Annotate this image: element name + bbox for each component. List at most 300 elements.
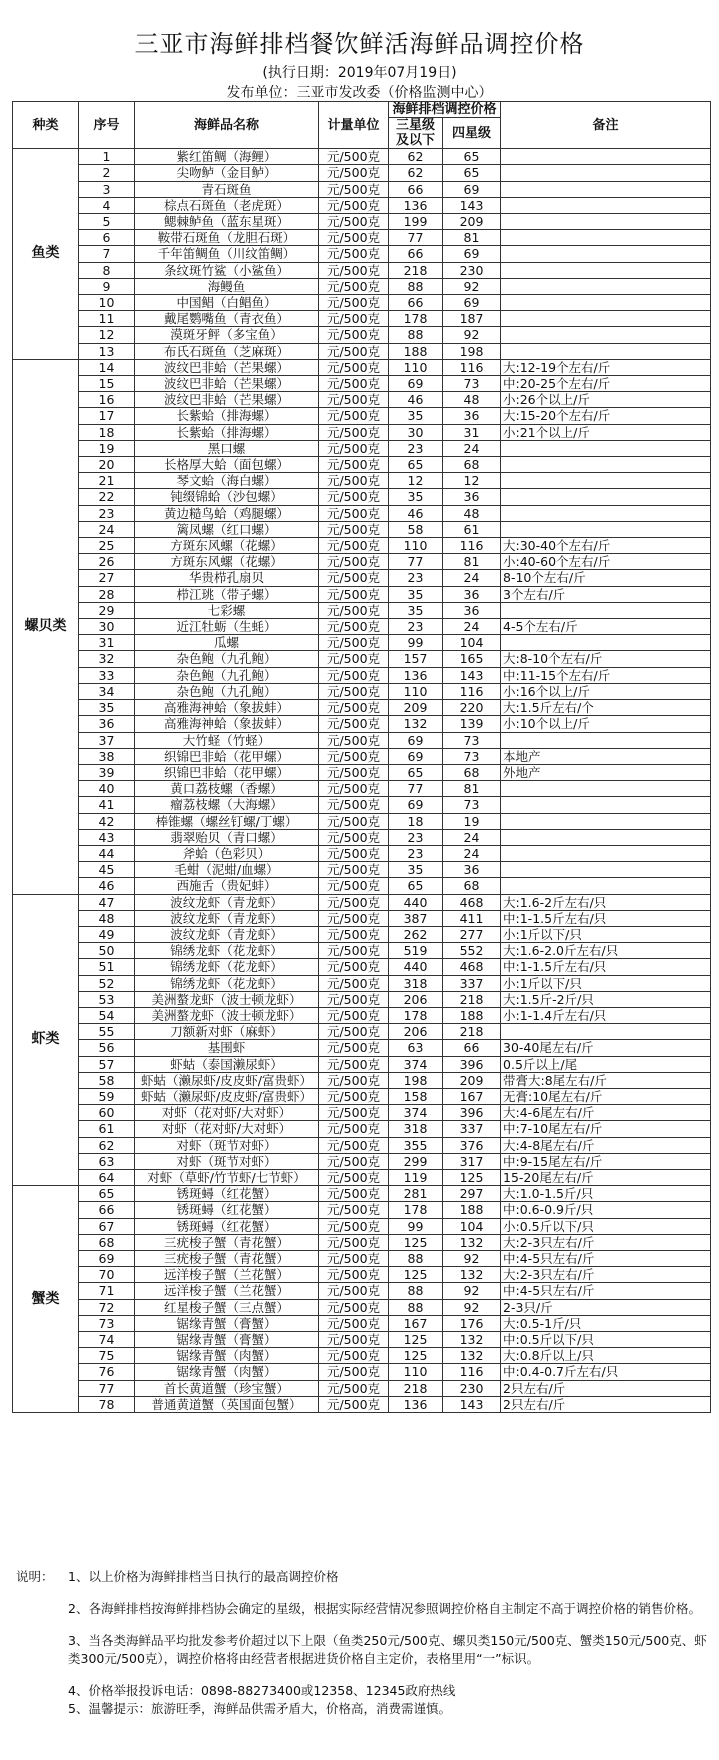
cell-remark: 小:0.5斤以下/只	[501, 1218, 711, 1234]
cell-name: 紫红笛鲷（海鲤）	[135, 149, 319, 165]
table-row	[13, 1267, 711, 1283]
cell-name: 波纹巴非蛤（芒果螺）	[135, 392, 319, 408]
cell-name: 对虾（斑节对虾）	[135, 1153, 319, 1169]
cell-no: 15	[79, 376, 135, 392]
notes	[12, 1568, 710, 1718]
cell-name: 琴文蛤（海白螺）	[135, 473, 319, 489]
cell-unit: 元/500克	[319, 1267, 389, 1283]
table-row	[13, 538, 711, 554]
cell-four_star: 81	[443, 230, 501, 246]
table-row	[13, 489, 711, 505]
cell-no: 10	[79, 295, 135, 311]
cell-no: 37	[79, 732, 135, 748]
col-four-star: 四星级	[443, 118, 501, 149]
cell-unit: 元/500克	[319, 538, 389, 554]
cell-remark	[501, 505, 711, 521]
cell-unit: 元/500克	[319, 910, 389, 926]
cell-remark	[501, 230, 711, 246]
table-row	[13, 359, 711, 375]
table-row	[13, 1283, 711, 1299]
category-cell: 虾类	[13, 894, 79, 1186]
cell-remark: 大:8-10个左右/斤	[501, 651, 711, 667]
table-row	[13, 473, 711, 489]
price-table-body	[13, 149, 711, 1413]
cell-no: 30	[79, 619, 135, 635]
cell-no: 71	[79, 1283, 135, 1299]
cell-unit: 元/500克	[319, 1072, 389, 1088]
cell-four_star: 230	[443, 1380, 501, 1396]
cell-three_star: 35	[389, 586, 443, 602]
cell-unit: 元/500克	[319, 1202, 389, 1218]
cell-name: 虾蛄（泰国濑尿虾）	[135, 1056, 319, 1072]
cell-remark: 0.5斤以上/尾	[501, 1056, 711, 1072]
cell-no: 3	[79, 181, 135, 197]
cell-remark	[501, 878, 711, 894]
cell-four_star: 132	[443, 1348, 501, 1364]
cell-no: 33	[79, 667, 135, 683]
cell-unit: 元/500克	[319, 1348, 389, 1364]
cell-unit: 元/500克	[319, 781, 389, 797]
cell-no: 70	[79, 1267, 135, 1283]
cell-no: 61	[79, 1121, 135, 1137]
cell-name: 远洋梭子蟹（兰花蟹）	[135, 1283, 319, 1299]
col-price-group: 海鲜排档调控价格	[389, 102, 501, 118]
table-row	[13, 1396, 711, 1412]
table-row	[13, 748, 711, 764]
cell-no: 48	[79, 910, 135, 926]
cell-four_star: 143	[443, 1396, 501, 1412]
cell-four_star: 65	[443, 149, 501, 165]
cell-four_star: 68	[443, 764, 501, 780]
cell-remark: 中:7-10尾左右/斤	[501, 1121, 711, 1137]
cell-remark: 中:1-1.5斤左右/只	[501, 910, 711, 926]
cell-remark: 小:1斤以下/只	[501, 975, 711, 991]
cell-no: 35	[79, 700, 135, 716]
cell-name: 波纹龙虾（青龙虾）	[135, 926, 319, 942]
cell-no: 44	[79, 845, 135, 861]
table-row	[13, 1024, 711, 1040]
cell-four_star: 81	[443, 781, 501, 797]
cell-name: 织锦巴非蛤（花甲螺）	[135, 764, 319, 780]
cell-three_star: 119	[389, 1169, 443, 1185]
cell-name: 美洲螯龙虾（波士顿龙虾）	[135, 1007, 319, 1023]
cell-four_star: 92	[443, 278, 501, 294]
cell-four_star: 24	[443, 440, 501, 456]
cell-three_star: 65	[389, 764, 443, 780]
cell-name: 瘤荔枝螺（大海螺）	[135, 797, 319, 813]
cell-unit: 元/500克	[319, 570, 389, 586]
cell-three_star: 136	[389, 1396, 443, 1412]
cell-name: 钝缀锦蛤（沙包螺）	[135, 489, 319, 505]
cell-name: 近江牡蛎（生蚝）	[135, 619, 319, 635]
cell-remark: 中:11-15个左右/斤	[501, 667, 711, 683]
cell-unit: 元/500克	[319, 376, 389, 392]
cell-unit: 元/500克	[319, 1186, 389, 1202]
cell-name: 对虾（花对虾/大对虾）	[135, 1105, 319, 1121]
cell-no: 9	[79, 278, 135, 294]
cell-three_star: 440	[389, 894, 443, 910]
cell-three_star: 58	[389, 521, 443, 537]
cell-four_star: 143	[443, 197, 501, 213]
cell-no: 1	[79, 149, 135, 165]
cell-remark: 2只左右/斤	[501, 1396, 711, 1412]
cell-unit: 元/500克	[319, 440, 389, 456]
cell-no: 56	[79, 1040, 135, 1056]
cell-no: 52	[79, 975, 135, 991]
cell-no: 13	[79, 343, 135, 359]
cell-no: 22	[79, 489, 135, 505]
cell-name: 虾蛄（濑尿虾/皮皮虾/富贵虾）	[135, 1088, 319, 1104]
cell-remark: 4-5个左右/斤	[501, 619, 711, 635]
cell-no: 14	[79, 359, 135, 375]
cell-unit: 元/500克	[319, 829, 389, 845]
cell-no: 41	[79, 797, 135, 813]
table-row	[13, 1332, 711, 1348]
cell-name: 基围虾	[135, 1040, 319, 1056]
table-row	[13, 651, 711, 667]
table-row	[13, 862, 711, 878]
cell-no: 36	[79, 716, 135, 732]
table-row	[13, 926, 711, 942]
note-2: 2、各海鲜排档按海鲜排档协会确定的星级，根据实际经营情况参照调控价格自主制定不高于调控价格的销售价格。	[68, 1601, 701, 1616]
cell-unit: 元/500克	[319, 1007, 389, 1023]
cell-unit: 元/500克	[319, 521, 389, 537]
cell-remark: 中:0.5斤以下/只	[501, 1332, 711, 1348]
cell-name: 三疣梭子蟹（青花蟹）	[135, 1251, 319, 1267]
table-row	[13, 262, 711, 278]
cell-unit: 元/500克	[319, 214, 389, 230]
cell-unit: 元/500克	[319, 457, 389, 473]
cell-three_star: 65	[389, 878, 443, 894]
cell-no: 42	[79, 813, 135, 829]
cell-unit: 元/500克	[319, 505, 389, 521]
cell-remark	[501, 862, 711, 878]
cell-three_star: 35	[389, 602, 443, 618]
cell-four_star: 92	[443, 327, 501, 343]
cell-four_star: 218	[443, 1024, 501, 1040]
cell-three_star: 66	[389, 246, 443, 262]
cell-four_star: 552	[443, 943, 501, 959]
cell-remark	[501, 473, 711, 489]
cell-three_star: 69	[389, 797, 443, 813]
cell-three_star: 110	[389, 359, 443, 375]
cell-three_star: 374	[389, 1105, 443, 1121]
cell-remark	[501, 262, 711, 278]
cell-name: 鞍带石斑鱼（龙胆石斑）	[135, 230, 319, 246]
cell-unit: 元/500克	[319, 554, 389, 570]
cell-remark: 本地产	[501, 748, 711, 764]
table-row	[13, 521, 711, 537]
cell-name: 黄边糙鸟蛤（鸡腿螺）	[135, 505, 319, 521]
cell-no: 38	[79, 748, 135, 764]
cell-four_star: 92	[443, 1299, 501, 1315]
cell-no: 73	[79, 1315, 135, 1331]
note-1-text: 1、以上价格为海鲜排档当日执行的最高调控价格	[68, 1569, 339, 1584]
cell-no: 18	[79, 424, 135, 440]
cell-unit: 元/500克	[319, 683, 389, 699]
cell-four_star: 139	[443, 716, 501, 732]
cell-unit: 元/500克	[319, 343, 389, 359]
cell-three_star: 206	[389, 1024, 443, 1040]
cell-three_star: 125	[389, 1348, 443, 1364]
cell-three_star: 88	[389, 327, 443, 343]
cell-unit: 元/500克	[319, 748, 389, 764]
table-row	[13, 1251, 711, 1267]
cell-name: 对虾（草虾/竹节虾/七节虾）	[135, 1169, 319, 1185]
cell-three_star: 110	[389, 683, 443, 699]
cell-three_star: 262	[389, 926, 443, 942]
cell-no: 40	[79, 781, 135, 797]
cell-unit: 元/500克	[319, 878, 389, 894]
cell-unit: 元/500克	[319, 1137, 389, 1153]
cell-no: 24	[79, 521, 135, 537]
table-row	[13, 667, 711, 683]
cell-remark	[501, 311, 711, 327]
cell-unit: 元/500克	[319, 408, 389, 424]
cell-three_star: 125	[389, 1267, 443, 1283]
col-no: 序号	[79, 102, 135, 149]
table-row	[13, 343, 711, 359]
cell-no: 74	[79, 1332, 135, 1348]
cell-no: 75	[79, 1348, 135, 1364]
cell-three_star: 158	[389, 1088, 443, 1104]
cell-no: 12	[79, 327, 135, 343]
cell-three_star: 157	[389, 651, 443, 667]
cell-name: 虾蛄（濑尿虾/皮皮虾/富贵虾）	[135, 1072, 319, 1088]
cell-unit: 元/500克	[319, 392, 389, 408]
cell-remark: 小:1斤以下/只	[501, 926, 711, 942]
cell-unit: 元/500克	[319, 894, 389, 910]
table-row	[13, 424, 711, 440]
cell-unit: 元/500克	[319, 716, 389, 732]
cell-name: 波纹巴非蛤（芒果螺）	[135, 376, 319, 392]
cell-three_star: 66	[389, 295, 443, 311]
cell-three_star: 178	[389, 1007, 443, 1023]
cell-name: 杂色鲍（九孔鲍）	[135, 683, 319, 699]
cell-name: 波纹龙虾（青龙虾）	[135, 894, 319, 910]
cell-four_star: 31	[443, 424, 501, 440]
cell-no: 55	[79, 1024, 135, 1040]
cell-unit: 元/500克	[319, 732, 389, 748]
cell-four_star: 187	[443, 311, 501, 327]
cell-three_star: 88	[389, 1299, 443, 1315]
cell-four_star: 188	[443, 1202, 501, 1218]
cell-three_star: 18	[389, 813, 443, 829]
table-row	[13, 1137, 711, 1153]
cell-three_star: 125	[389, 1332, 443, 1348]
cell-name: 斧蛤（色彩贝）	[135, 845, 319, 861]
col-name: 海鲜品名称	[135, 102, 319, 149]
cell-four_star: 104	[443, 635, 501, 651]
cell-name: 鳃棘鲈鱼（蓝东星斑）	[135, 214, 319, 230]
cell-remark: 15-20尾左右/斤	[501, 1169, 711, 1185]
cell-unit: 元/500克	[319, 230, 389, 246]
cell-four_star: 24	[443, 570, 501, 586]
table-row	[13, 327, 711, 343]
cell-four_star: 165	[443, 651, 501, 667]
cell-three_star: 88	[389, 1283, 443, 1299]
cell-no: 51	[79, 959, 135, 975]
cell-three_star: 125	[389, 1234, 443, 1250]
cell-remark: 中:20-25个左右/斤	[501, 376, 711, 392]
cell-remark	[501, 1024, 711, 1040]
table-row	[13, 959, 711, 975]
cell-four_star: 19	[443, 813, 501, 829]
cell-remark	[501, 797, 711, 813]
cell-three_star: 63	[389, 1040, 443, 1056]
cell-four_star: 198	[443, 343, 501, 359]
cell-four_star: 69	[443, 181, 501, 197]
cell-unit: 元/500克	[319, 1396, 389, 1412]
table-row	[13, 376, 711, 392]
cell-three_star: 23	[389, 619, 443, 635]
cell-three_star: 23	[389, 845, 443, 861]
cell-name: 七彩螺	[135, 602, 319, 618]
cell-unit: 元/500克	[319, 1299, 389, 1315]
cell-remark: 2只左右/斤	[501, 1380, 711, 1396]
cell-name: 普通黄道蟹（英国面包蟹）	[135, 1396, 319, 1412]
cell-four_star: 297	[443, 1186, 501, 1202]
cell-remark: 大:2-3只左右/斤	[501, 1234, 711, 1250]
cell-name: 棕点石斑鱼（老虎斑）	[135, 197, 319, 213]
cell-three_star: 167	[389, 1315, 443, 1331]
table-row	[13, 149, 711, 165]
cell-three_star: 318	[389, 1121, 443, 1137]
cell-no: 19	[79, 440, 135, 456]
cell-remark	[501, 521, 711, 537]
cell-three_star: 387	[389, 910, 443, 926]
cell-remark: 30-40尾左右/斤	[501, 1040, 711, 1056]
cell-unit: 元/500克	[319, 489, 389, 505]
cell-name: 对虾（花对虾/大对虾）	[135, 1121, 319, 1137]
cell-remark	[501, 489, 711, 505]
cell-four_star: 209	[443, 214, 501, 230]
cell-name: 海鳗鱼	[135, 278, 319, 294]
cell-three_star: 88	[389, 1251, 443, 1267]
cell-remark	[501, 829, 711, 845]
cell-unit: 元/500克	[319, 1364, 389, 1380]
cell-four_star: 337	[443, 1121, 501, 1137]
cell-four_star: 92	[443, 1251, 501, 1267]
cell-name: 高雅海神蛤（象拔蚌）	[135, 716, 319, 732]
cell-four_star: 48	[443, 505, 501, 521]
cell-three_star: 23	[389, 829, 443, 845]
cell-three_star: 355	[389, 1137, 443, 1153]
cell-three_star: 199	[389, 214, 443, 230]
note-4: 4、价格举报投诉电话：0898-88273400或12358、12345政府热线	[68, 1683, 456, 1698]
cell-three_star: 23	[389, 570, 443, 586]
cell-name: 织锦巴非蛤（花甲螺）	[135, 748, 319, 764]
cell-unit: 元/500克	[319, 1315, 389, 1331]
cell-name: 波纹巴非蛤（芒果螺）	[135, 359, 319, 375]
cell-three_star: 318	[389, 975, 443, 991]
table-row	[13, 1056, 711, 1072]
cell-remark: 大:0.5-1斤/只	[501, 1315, 711, 1331]
cell-four_star: 125	[443, 1169, 501, 1185]
cell-no: 11	[79, 311, 135, 327]
table-row	[13, 1105, 711, 1121]
cell-unit: 元/500克	[319, 1380, 389, 1396]
cell-unit: 元/500克	[319, 959, 389, 975]
cell-unit: 元/500克	[319, 262, 389, 278]
table-row	[13, 910, 711, 926]
cell-no: 4	[79, 197, 135, 213]
cell-four_star: 143	[443, 667, 501, 683]
cell-remark: 8-10个左右/斤	[501, 570, 711, 586]
cell-no: 8	[79, 262, 135, 278]
table-row	[13, 505, 711, 521]
cell-unit: 元/500克	[319, 311, 389, 327]
table-row	[13, 1380, 711, 1396]
cell-remark: 小:1-1.4斤左右/只	[501, 1007, 711, 1023]
table-row	[13, 602, 711, 618]
cell-unit: 元/500克	[319, 602, 389, 618]
cell-three_star: 77	[389, 230, 443, 246]
cell-name: 翡翠贻贝（青口螺）	[135, 829, 319, 845]
cell-remark: 无膏:10尾左右/斤	[501, 1088, 711, 1104]
cell-remark	[501, 635, 711, 651]
cell-no: 62	[79, 1137, 135, 1153]
cell-no: 27	[79, 570, 135, 586]
cell-remark: 大:15-20个左右/斤	[501, 408, 711, 424]
col-three-star: 三星级及以下	[389, 118, 443, 149]
table-row	[13, 716, 711, 732]
cell-remark	[501, 246, 711, 262]
cell-unit: 元/500克	[319, 926, 389, 942]
table-row	[13, 700, 711, 716]
cell-unit: 元/500克	[319, 1283, 389, 1299]
cell-unit: 元/500克	[319, 1218, 389, 1234]
cell-remark: 小:16个以上/斤	[501, 683, 711, 699]
cell-name: 美洲螯龙虾（波士顿龙虾）	[135, 991, 319, 1007]
table-row	[13, 813, 711, 829]
table-row	[13, 1315, 711, 1331]
cell-four_star: 167	[443, 1088, 501, 1104]
table-row	[13, 278, 711, 294]
price-table	[12, 101, 711, 1413]
cell-no: 69	[79, 1251, 135, 1267]
cell-unit: 元/500克	[319, 1024, 389, 1040]
cell-unit: 元/500克	[319, 327, 389, 343]
table-row	[13, 1218, 711, 1234]
table-row	[13, 586, 711, 602]
cell-name: 篱凤螺（红口螺）	[135, 521, 319, 537]
col-remark: 备注	[501, 102, 711, 149]
cell-remark	[501, 327, 711, 343]
cell-four_star: 376	[443, 1137, 501, 1153]
issuer: 发布单位：三亚市发改委（价格监测中心）	[226, 85, 493, 101]
table-row	[13, 1234, 711, 1250]
note-5: 5、温馨提示：旅游旺季，海鲜品供需矛盾大，价格高，消费需谨慎。	[68, 1701, 451, 1716]
cell-three_star: 62	[389, 165, 443, 181]
cell-three_star: 299	[389, 1153, 443, 1169]
cell-three_star: 35	[389, 489, 443, 505]
cell-no: 6	[79, 230, 135, 246]
cell-unit: 元/500克	[319, 1040, 389, 1056]
cell-unit: 元/500克	[319, 813, 389, 829]
cell-name: 高雅海神蛤（象拔蚌）	[135, 700, 319, 716]
cell-name: 长紫蛤（排海螺）	[135, 424, 319, 440]
cell-no: 16	[79, 392, 135, 408]
cell-name: 方斑东风螺（花螺）	[135, 554, 319, 570]
cell-no: 63	[79, 1153, 135, 1169]
cell-three_star: 65	[389, 457, 443, 473]
cell-four_star: 396	[443, 1105, 501, 1121]
cell-no: 32	[79, 651, 135, 667]
cell-no: 17	[79, 408, 135, 424]
cell-unit: 元/500克	[319, 1332, 389, 1348]
effective-date: (执行日期：2019年07月19日)	[262, 65, 457, 81]
